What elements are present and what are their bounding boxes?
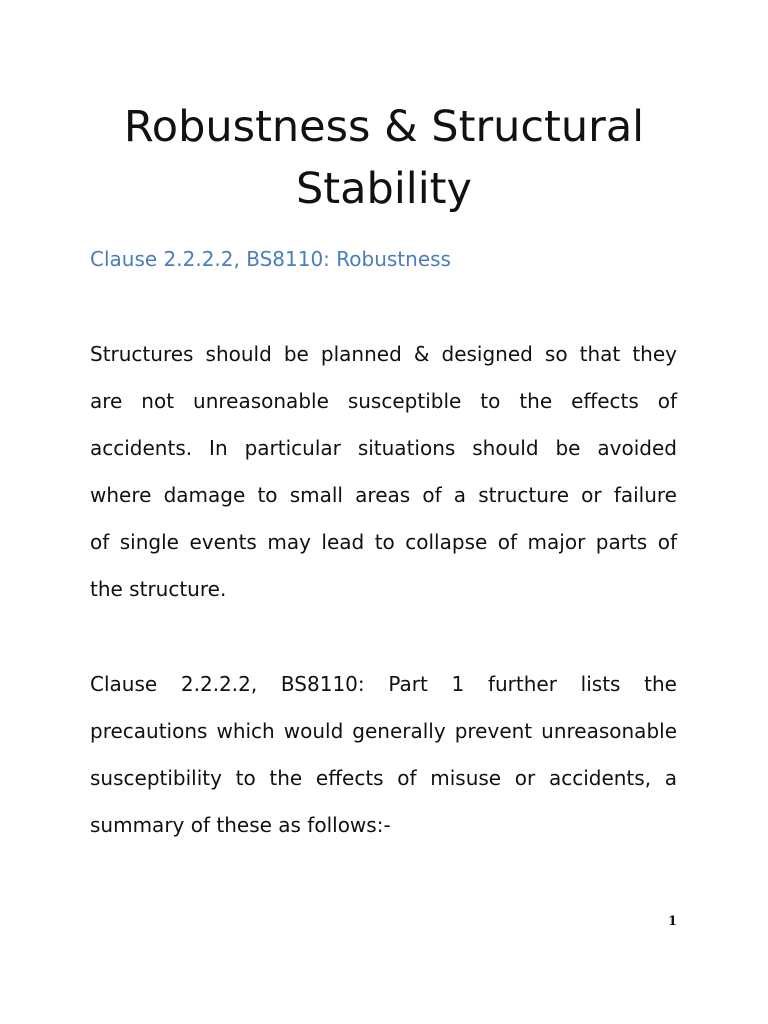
title-line-2: Stability [296,164,472,214]
paragraph-line: Clause 2.2.2.2, BS8110: Part 1 further lists the [90,672,677,696]
paragraph-line: are not unreasonable susceptible to the effects of [90,389,677,413]
paragraph-precautions [90,661,677,849]
paragraph-robustness [90,331,677,613]
paragraph-line: Structures should be planned & designed so that they [90,342,677,366]
paragraph-line: of single events may lead to collapse of major parts of [90,530,677,554]
clause-heading: Clause 2.2.2.2, BS8110: Robustness [90,247,451,271]
paragraph-line: where damage to small areas of a structure or failure [90,483,677,507]
page-number: 1 [668,914,678,929]
paragraph-line: susceptibility to the effects of misuse or accidents, a [90,766,677,790]
paragraph-line: precautions which would generally prevent unreasonable [90,719,677,743]
paragraph-line: the structure. [90,577,227,601]
paragraph-line: summary of these as follows:- [90,813,391,837]
page-title [60,96,708,220]
title-line-1: Robustness & Structural [123,102,645,152]
paragraph-line: accidents. In particular situations should be avoided [90,436,677,460]
